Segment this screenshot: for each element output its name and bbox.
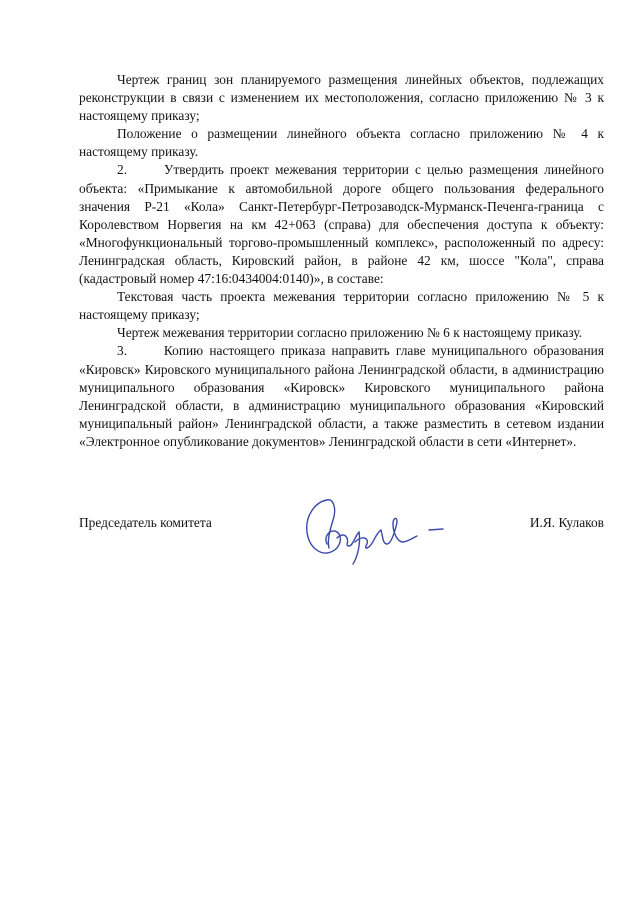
signature-block <box>79 514 604 574</box>
paragraph-item-2: 2. Утвердить проект межевания территории с целью размещения линейного объекта: «Примыкание к автомобильной дороге общего пользования федерального значения Р-21 «Кола» Санкт-Петербург-Петрозаводск-Мурманск-Печенга-граница с Королевством Норвегия на км 42+063 (справа) для обеспечения доступа к объекту: «Многофункциональный торгово-промышленный комплекс», расположенный по адресу: Ленинградская область, Кировский район, в районе 42 км, шоссе "Кола", справа (кадастровый номер 47:16:0434004:0140)», в составе: <box>79 162 604 287</box>
paragraph-text-part: Текстовая часть проекта межевания территории согласно приложению № 5 к настоящему приказу; <box>79 289 604 323</box>
paragraph-drawing-zones: Чертеж границ зон планируемого размещения линейных объектов, подлежащих реконструкции в связи с изменением их местоположения, согласно приложению № 3 к настоящему приказу; <box>79 72 604 124</box>
paragraph-survey-drawing: Чертеж межевания территории согласно приложению № 6 к настоящему приказу. <box>117 325 583 341</box>
paragraph-linear-object-regulation: Положение о размещении линейного объекта согласно приложению № 4 к настоящему приказу. <box>79 126 604 160</box>
signatory-title: Председатель комитета <box>79 515 212 530</box>
paragraph-item-3: 3. Копию настоящего приказа направить главе муниципального образования «Кировск» Кировского муниципального района Ленинградской области, в администрацию муниципального образования «Кировск» Кировского муниципального района Ленинградской области, в администрацию муниципального образования «Кировский муниципальный район» Ленинградской области, а также разместить в сетевом издании «Электронное опубликование документов» Ленинградской области в сети «Интернет». <box>79 343 604 449</box>
handwritten-signature <box>297 492 447 572</box>
document-body <box>79 71 604 451</box>
signatory-name: И.Я. Кулаков <box>529 515 604 530</box>
